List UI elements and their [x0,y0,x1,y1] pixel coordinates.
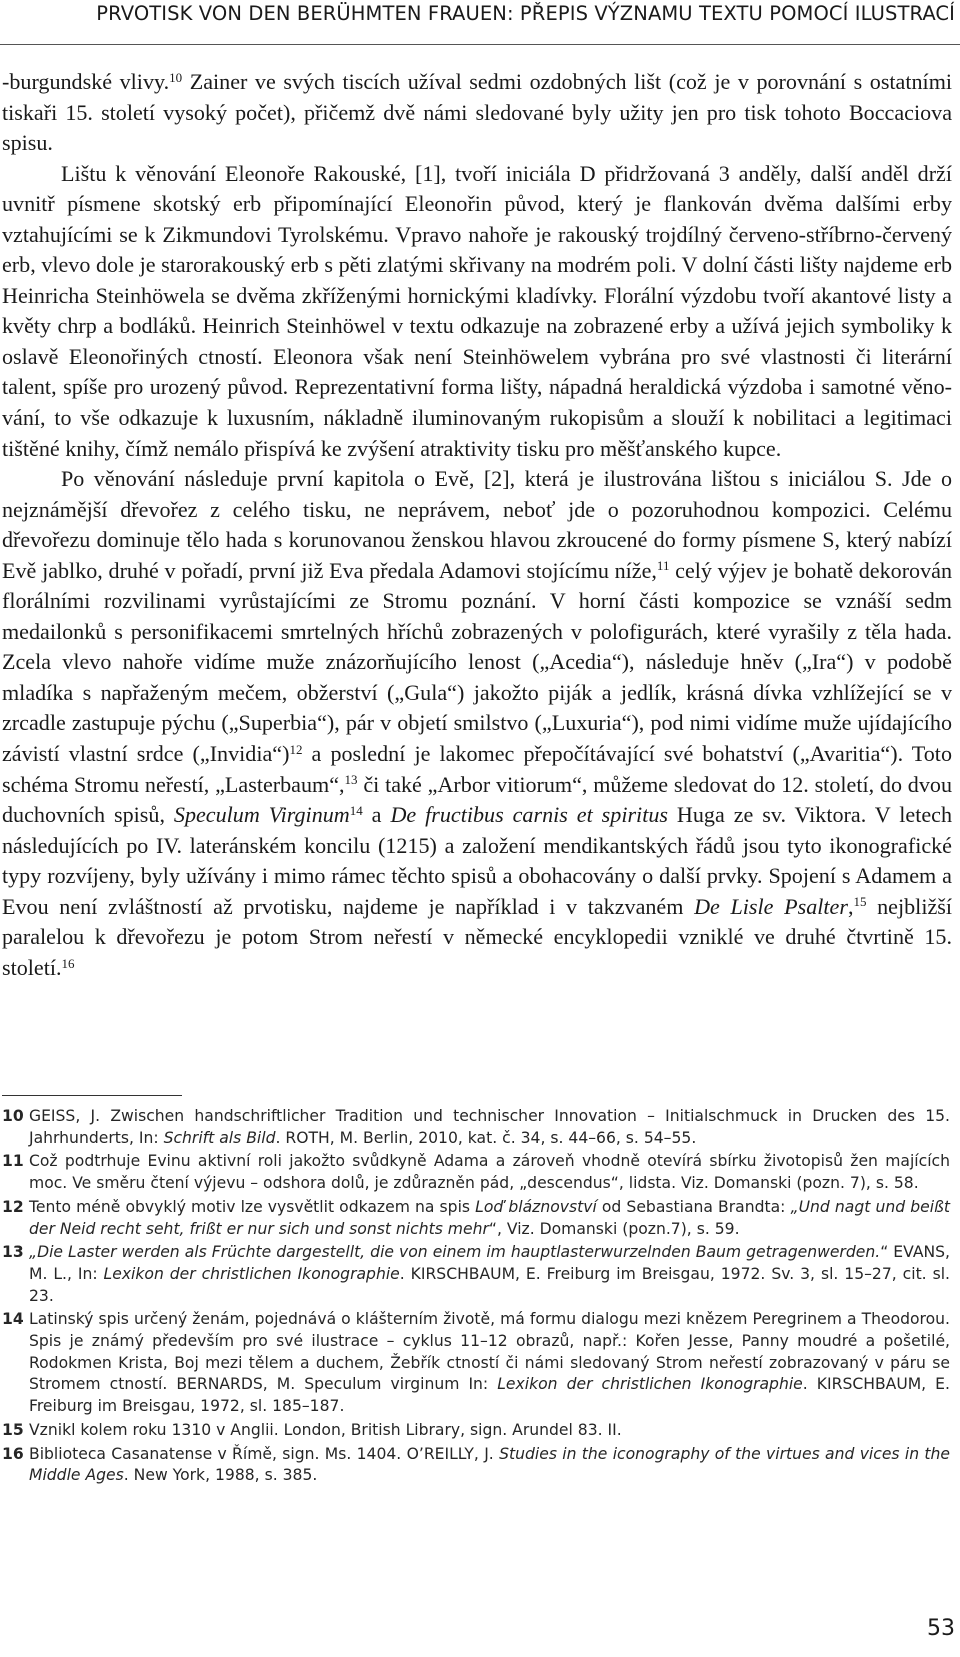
footnote-ref-11[interactable]: 11 [656,558,670,574]
footnote-ref-12[interactable]: 12 [289,741,303,757]
footnote-ref-10[interactable]: 10 [169,69,183,85]
footnote-ref-15[interactable]: 15 [853,894,867,910]
paragraph-3: Po věnování následuje první kapitola o Evě, [2], která je ilustrována lištou s iniciálou S. Jde o nejznámější dřevořez z celého tisku, ne neprávem, neboť jde o pozoruhodnou kompozici. Celému dřevořezu dominuje tělo hada s korunovanou ženskou hlavou zkroucené do formy písmene S, který nabízí Evě jablko, druhé v pořadí, první již Eva předala Adamovi stojícímu níže,$^{11}$ celý výjev je bohatě dekorován florálními rozvilinami vyrůstajícími ze Stromu poznání. V horní části kompozice se vznáší sedm medailonků s personifikacemi smrtelných hříchů zobrazených v polofigurách, které vyrašily z těla hada. Zcela vlevo nahoře vidíme muže znázorňujícího lenost („Acedia“), následuje hněv („Ira“) v podobě mladíka s napřaženým mečem, obžerství („Gula“) jakožto piják a jedlík, krásná dívka vzhlížející se v zrcadle zastupuje pýchu („Superbia“), pár v objetí smilstvo („Luxuria“), pod nimi vidíme muže ujídajícího závistí vlastní srdce („Invidia“)$^{12}$ a poslední je lakomec přepočítávající své bohatství („Avaritia“). Toto schéma Stromu neřestí, „Lasterbaum“,$^{13}$ či také „Arbor vitiorum“, můžeme sledovat do 12. století, do dvou duchovních spisů, Speculum Virginum$^{14}$ a De fructibus carnis et spiritus Huga ze sv. Viktora. V letech následujících po IV. lateránském koncilu (1215) a založení mendikantských řádů jsou tyto ikonografické typy rozvíjeny, byly užívány i mimo rámec těchto spisů a obohacovány o další prvky. Spojení s Adamem a Evou není zvláštností až prvotisku, najdeme je například i v takzvaném De Lisle Psalter,$^{15}$ nejbližší paralelou k dřevořezu je potom Strom neřestí v německé encyklopedii vzniklé ve druhé čtvrtině 15. století.$^{16}$ [2,466,952,980]
page-number: 53 [927,1616,955,1641]
footnote-14: 14 Latinský spis určený ženám, pojednává o klášterním životě, má formu dialogu mezi knězem Peregrinem a Theodorou. Spis je známý především pro své ilustrace – cyklus 11–12 obrazů, např.: Kořen Jesse, Panny moudré a pošetilé, Rodokmen Krista, Boj mezi tělem a duchem, Žebřík ctností či námi sledovaný Strom neřestí zobrazovaný v páru se Stromem ctností. BERNARDS, M. Speculum virginum In: Lexikon der christlichen Ikonographie. KIRSCHBAUM, E. Freiburg im Breisgau, 1972, sl. 185–187. [2,1310,950,1416]
footnote-12: 12 Tento méně obvyklý motiv lze vysvětlit odkazem na spis Loď bláznovství od Sebastiana Brandta: „Und nagt und beißt der Neid recht seht, frißt er nur sich und sonst nichts mehr“, Viz. Domanski (pozn.7), s. 59. [2,1197,950,1238]
footnote-ref-13[interactable]: 13 [344,772,358,788]
footnote-16: 16 Biblioteca Casanatense v Římě, sign. Ms. 1404. O’REILLY, J. Studies in the iconography of the virtues and vices in the Middle Ages. New York, 1988, s. 385. [2,1444,950,1485]
running-header: PRVOTISK VON DEN BERÜHMTEN FRAUEN: PŘEPIS VÝZNAMU TEXTU POMOCÍ ILUSTRACÍ [96,2,955,25]
footnote-ref-16[interactable]: 16 [61,955,75,971]
footnote-13: 13 „Die Laster werden als Früchte dargestellt, die von einem im hauptlasterwurzelnden Baum getragenwerden.“ EVANS, M. L., In: Lexikon der christlichen Ikonographie. KIRSCHBAUM, E. Freiburg im Breisgau, 1972. Sv. 3, sl. 15–27, cit. sl. 23. [2,1243,951,1305]
paragraph-1: -burgundské vlivy.$^{10}$ Zainer ve svých tiscích užíval sedmi ozdobných lišt (což je v porovnání s ostatními tiskaři 15. století vysoký počet), přičemž dvě námi sledované byly užity jen pro tisk tohoto Boccaciova spisu. [2,69,953,156]
paragraph-2: Lištu k věnování Eleonoře Rakouské, [1], tvoří iniciála D přidržovaná 3 anděly, další anděl drží uvnitř písmene skotský erb připomínající Eleonořin původ, který je flankován dvěma dalšími erby vztahujícími se k Zikmundovi Tyrolskému. Vpravo nahoře je rakouský trojdílný červeno-stříbrno-červený erb, vlevo dole je starorakouský erb s pěti zlatými skřivany na modrém poli. V dolní části lišty najdeme erb Heinricha Steinhöwela se dvěma zkříženými hornickými kladívky. Florální výzdobu tvoří akantové listy a květy chrp a bodláků. Heinrich Steinhöwel v textu odkazuje na zobrazené erby a užívá jejich symboliky k oslavě Eleonořiných ctností. Eleonora však není Steinhöwelem vybrána pro své vlastnosti či literární talent, spíše pro urozený původ. Reprezentativní forma lišty, nápadná heraldická výzdoba i samotné věnování, to vše odkazuje k luxusním, nákladně iluminovaným rukopisům a slouží k nobilitaci a legitimaci tištěné knihy, čímž nemálo přispívá ke zvýšení atraktivity tisku pro měšťanského kupce. [2,160,952,461]
footnote-11: 11 Což podtrhuje Evinu aktivní roli jakožto svůdkyně Adama a zároveň vhodně otevírá sbírku životopisů žen majících moc. Ve směru čtení výjevu – odshora dolů, je zdůrazněn pád, „descendus“, lidsta. Viz. Domanski (pozn. 7), s. 58. [2,1152,950,1193]
header-rule [0,44,960,45]
footnote-ref-14[interactable]: 14 [349,802,363,818]
footnotes [2,1106,950,1489]
footnote-15: 15 Vznikl kolem roku 1310 v Anglii. London, British Library, sign. Arundel 83. II. [2,1420,622,1439]
main-text [2,67,952,983]
footnote-10: 10 GEISS, J. Zwischen handschriftlicher Tradition und technischer Innovation – Initialschmuck in Drucken des 15. Jahrhunderts, In: Schrift als Bild. ROTH, M. Berlin, 2010, kat. č. 34, s. 44–66, s. 54–55. [2,1107,950,1147]
footnote-rule [2,1095,182,1096]
